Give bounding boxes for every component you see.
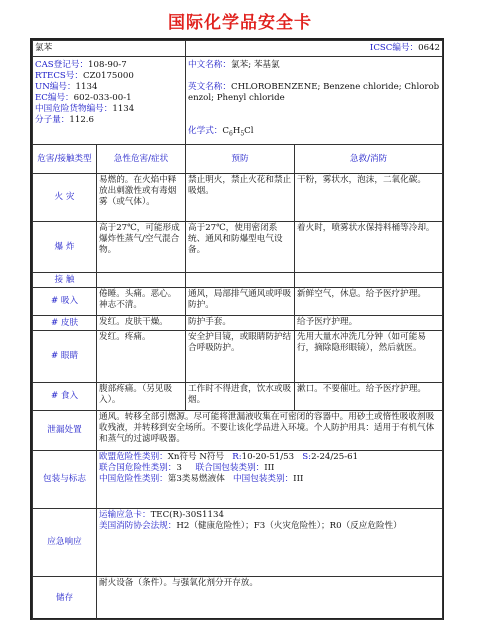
- eu-r-value: 10-20-51/53: [241, 452, 295, 462]
- un-label: UN编号：: [35, 82, 76, 92]
- storage-row: [33, 577, 443, 620]
- card-title: 国际化学品安全卡: [168, 13, 312, 33]
- hazard-aid: 新鲜空气，休息。给予医疗护理。: [295, 288, 443, 316]
- hazard-aid: 着火时，喷雾状水保持料桶等冷却。: [295, 222, 443, 273]
- mw-value: 112.6: [69, 115, 94, 125]
- nfpa-label: 美国消防协会法规：: [99, 521, 177, 531]
- header-symptom: 急性危害/症状: [97, 145, 186, 174]
- rtecs-label: RTECS号：: [35, 71, 83, 81]
- rtecs-value: CZ0175000: [82, 71, 134, 81]
- eu-class-value: Xn符号 N符号: [167, 452, 225, 462]
- cn-danger-value: 1134: [112, 104, 135, 114]
- hazard-row-inhalation: [33, 288, 443, 316]
- nfpa-value: H2（健康危险性）；F3（火灾危险性）；R0（反应危险性）: [176, 521, 402, 531]
- cn-danger-label: 中国危险货物编号：: [35, 104, 113, 114]
- un-pack-value: III: [264, 463, 275, 473]
- formula-c: C: [222, 126, 229, 137]
- cn-pack-value: III: [293, 474, 304, 484]
- transport-card-label: 运输应急卡：: [99, 510, 151, 520]
- hazard-prevent: 防护手套。: [186, 316, 295, 331]
- hazard-aid: 先用大量水冲洗几分钟（如可能易行，摘除隐形眼镜），然后就医。: [295, 331, 443, 383]
- un-class-label: 联合国危险性类别：: [99, 463, 177, 473]
- cn-name-label: 中文名称：: [188, 60, 231, 70]
- packaging-cell: [97, 451, 443, 509]
- formula: [188, 126, 253, 140]
- hazard-aid: 漱口。不要催吐。给予医疗护理。: [295, 383, 443, 411]
- icsc-number: [186, 41, 443, 57]
- hazard-type: # 眼睛: [33, 331, 97, 383]
- un-value: 1134: [75, 82, 98, 92]
- identifiers-row: [33, 57, 443, 145]
- mw-label: 分子量：: [35, 115, 70, 125]
- hazard-row-ingestion: [33, 383, 443, 411]
- hazard-type: 爆 炸: [33, 222, 97, 273]
- hazard-symptom: [97, 273, 186, 288]
- cn-name-value: 氯苯; 苯基氯: [231, 60, 280, 70]
- cn-pack-label: 中国包装类别：: [233, 474, 294, 484]
- hazard-prevent: 安全护目镜，或眼睛防护结合呼吸防护。: [186, 331, 295, 383]
- header-row: [33, 145, 443, 174]
- cn-class-value: 第3类易燃液体: [167, 474, 225, 484]
- spill-row: [33, 411, 443, 451]
- hazard-symptom: 易燃的。在火焰中释放出刺激性或有毒烟雾（或气体）。: [97, 174, 186, 222]
- hazard-aid: 干粉，雾状水，泡沫，二氧化碳。: [295, 174, 443, 222]
- formula-h-sub: 5: [240, 131, 245, 138]
- hazard-prevent: [186, 273, 295, 288]
- eu-s-value: 2-24/25-61: [311, 452, 359, 462]
- name-row: [33, 41, 443, 57]
- formula-cl: Cl: [244, 126, 254, 137]
- header-type: 危害/接触类型: [33, 145, 97, 174]
- storage-text: 耐火设备（条件）。与强氧化剂分开存放。: [97, 577, 443, 620]
- packaging-label: 包装与标志: [33, 451, 97, 509]
- hazard-prevent: 工作时不得进食，饮水或吸烟。: [186, 383, 295, 411]
- transport-card-value: TEC(R)-30S1134: [150, 510, 224, 520]
- emergency-label: 应急响应: [33, 509, 97, 577]
- emergency-row: [33, 509, 443, 577]
- un-pack-label: 联合国包装类别：: [195, 463, 265, 473]
- hazard-row-contact: [33, 273, 443, 288]
- hazard-type: # 吸入: [33, 288, 97, 316]
- hazard-type: 火 灾: [33, 174, 97, 222]
- hazard-prevent: 高于27℃，使用密闭系统、通风和防爆型电气设备。: [186, 222, 295, 273]
- hazard-symptom: 倦睡。头痛。恶心。神志不清。: [97, 288, 186, 316]
- cas-label: CAS登记号：: [35, 60, 89, 70]
- icsc-value: 0642: [418, 43, 441, 53]
- icsc-label: ICSC编号：: [369, 43, 419, 53]
- safety-card: [30, 38, 444, 620]
- ec-value: 602-033-00-1: [73, 93, 132, 103]
- cn-class-label: 中国危险性类别：: [99, 474, 168, 484]
- hazard-type: # 皮肤: [33, 316, 97, 331]
- hazard-row-skin: [33, 316, 443, 331]
- eu-r-label: R:: [232, 452, 242, 462]
- hazard-prevent: 通风，局部排气通风或呼吸防护。: [186, 288, 295, 316]
- identifiers-cell: [33, 57, 186, 145]
- hazard-symptom: 腹部疼痛。（另见吸入）。: [97, 383, 186, 411]
- hazard-row-eyes: [33, 331, 443, 383]
- cas-value: 108-90-7: [88, 60, 127, 70]
- packaging-row: [33, 451, 443, 509]
- spill-label: 泄漏处置: [33, 411, 97, 451]
- header-prevent: 预防: [186, 145, 295, 174]
- safety-table: [32, 40, 443, 620]
- formula-h: H: [232, 126, 241, 137]
- formula-c-sub: 6: [228, 131, 233, 138]
- hazard-aid: 给予医疗护理。: [295, 316, 443, 331]
- en-name-label: 英文名称：: [188, 82, 231, 92]
- chemical-name: 氯苯: [33, 41, 186, 57]
- names-cell: [186, 57, 443, 145]
- ec-label: EC编号：: [35, 93, 74, 103]
- hazard-symptom: 高于27℃，可能形成爆炸性蒸气/空气混合物。: [97, 222, 186, 273]
- hazard-row-fire: [33, 174, 443, 222]
- eu-class-label: 欧盟危险性类别：: [99, 452, 168, 462]
- hazard-type: # 食入: [33, 383, 97, 411]
- formula-label: 化学式：: [188, 126, 223, 137]
- eu-s-label: S:: [302, 452, 312, 462]
- hazard-aid: [295, 273, 443, 288]
- hazard-symptom: 发红。皮肤干燥。: [97, 316, 186, 331]
- hazard-symptom: 发红。疼痛。: [97, 331, 186, 383]
- storage-label: 储存: [33, 577, 97, 620]
- spill-text: 通风。转移全部引燃源。尽可能将泄漏液收集在可密闭的容器中。用砂土或惰性吸收剂吸收残液，并转移到安全场所。不要让该化学品进入环境。个人防护用具：适用于有机气体和蒸气的过滤呼吸器。: [97, 411, 443, 451]
- un-class-value: 3: [176, 463, 182, 473]
- emergency-cell: [97, 509, 443, 577]
- en-name-value: CHLOROBENZENE; Benzene chloride; Chlorobenzol; Phenyl chloride: [188, 82, 440, 103]
- hazard-type: 接 触: [33, 273, 97, 288]
- hazard-prevent: 禁止明火，禁止火花和禁止吸烟。: [186, 174, 295, 222]
- header-aid: 急救/消防: [295, 145, 443, 174]
- hazard-row-explosion: [33, 222, 443, 273]
